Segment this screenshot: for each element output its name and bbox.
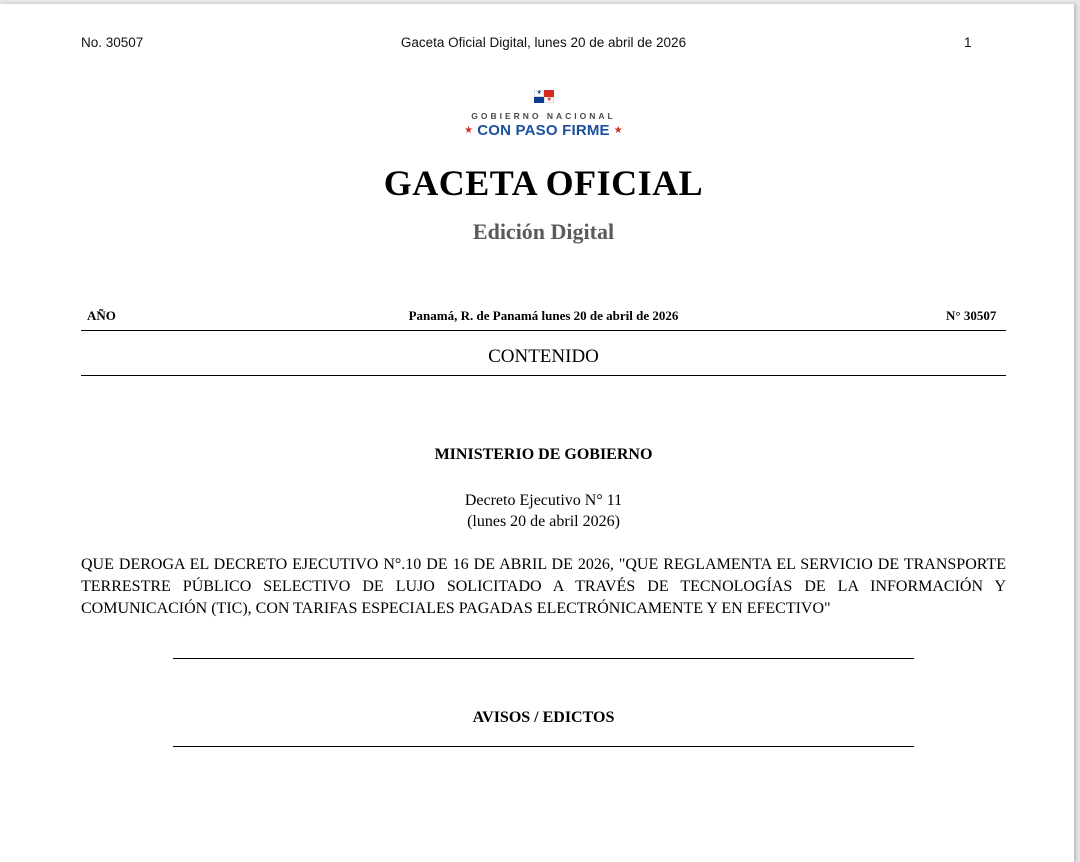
contents-heading: CONTENIDO [488,346,599,367]
decree-summary: QUE DEROGA EL DECRETO EJECUTIVO N°.10 DE 16 DE ABRIL DE 2026, "QUE REGLAMENTA EL SERVICIO DE TRANSPORTE TERRESTRE PÚBLICO SELECTIVO DE LUJO SOLICITADO A TRAVÉS DE TECNOLOGÍAS DE LA INFORMACIÓN Y COMUNICACIÓN (TIC), CON TARIFAS ESPECIALES PAGADAS ELECTRÓNICAMENTE Y EN EFECTIVO" [81,556,1006,617]
decree-heading [0,490,1080,532]
header-issue-number: No. 30507 [81,35,144,50]
government-logo [0,90,1080,139]
logo-line-gobierno-nacional: GOBIERNO NACIONAL [471,111,616,121]
notices-heading: AVISOS / EDICTOS [472,709,615,726]
divider-section [173,658,914,659]
header-gazette-date: Gaceta Oficial Digital, lunes 20 de abril de 2026 [400,35,687,50]
document-page [0,4,1074,862]
ministry-heading: MINISTERIO DE GOBIERNO [434,446,653,463]
logo-line-con-paso-firme [0,122,1080,139]
gazette-title: GACETA OFICIAL [383,163,704,203]
divider-notices [173,746,914,747]
meta-year-label: AÑO [87,308,116,323]
logo-slogan: CON PASO FIRME [477,122,610,139]
meta-place-date: Panamá, R. de Panamá lunes 20 de abril de 2026 [408,308,679,323]
decree-title: Decreto Ejecutivo N° 11 [464,492,623,509]
gazette-subtitle: Edición Digital [472,219,615,244]
decree-date: (lunes 20 de abril 2026) [467,513,620,530]
star-icon: ★ [464,125,474,136]
divider-top [81,330,1006,331]
star-icon: ★ [613,125,623,136]
panama-flag-icon: ★ ★ [534,90,554,103]
meta-issue-number: N° 30507 [946,308,997,323]
divider-contents [81,375,1006,376]
header-page-number: 1 [964,35,972,50]
